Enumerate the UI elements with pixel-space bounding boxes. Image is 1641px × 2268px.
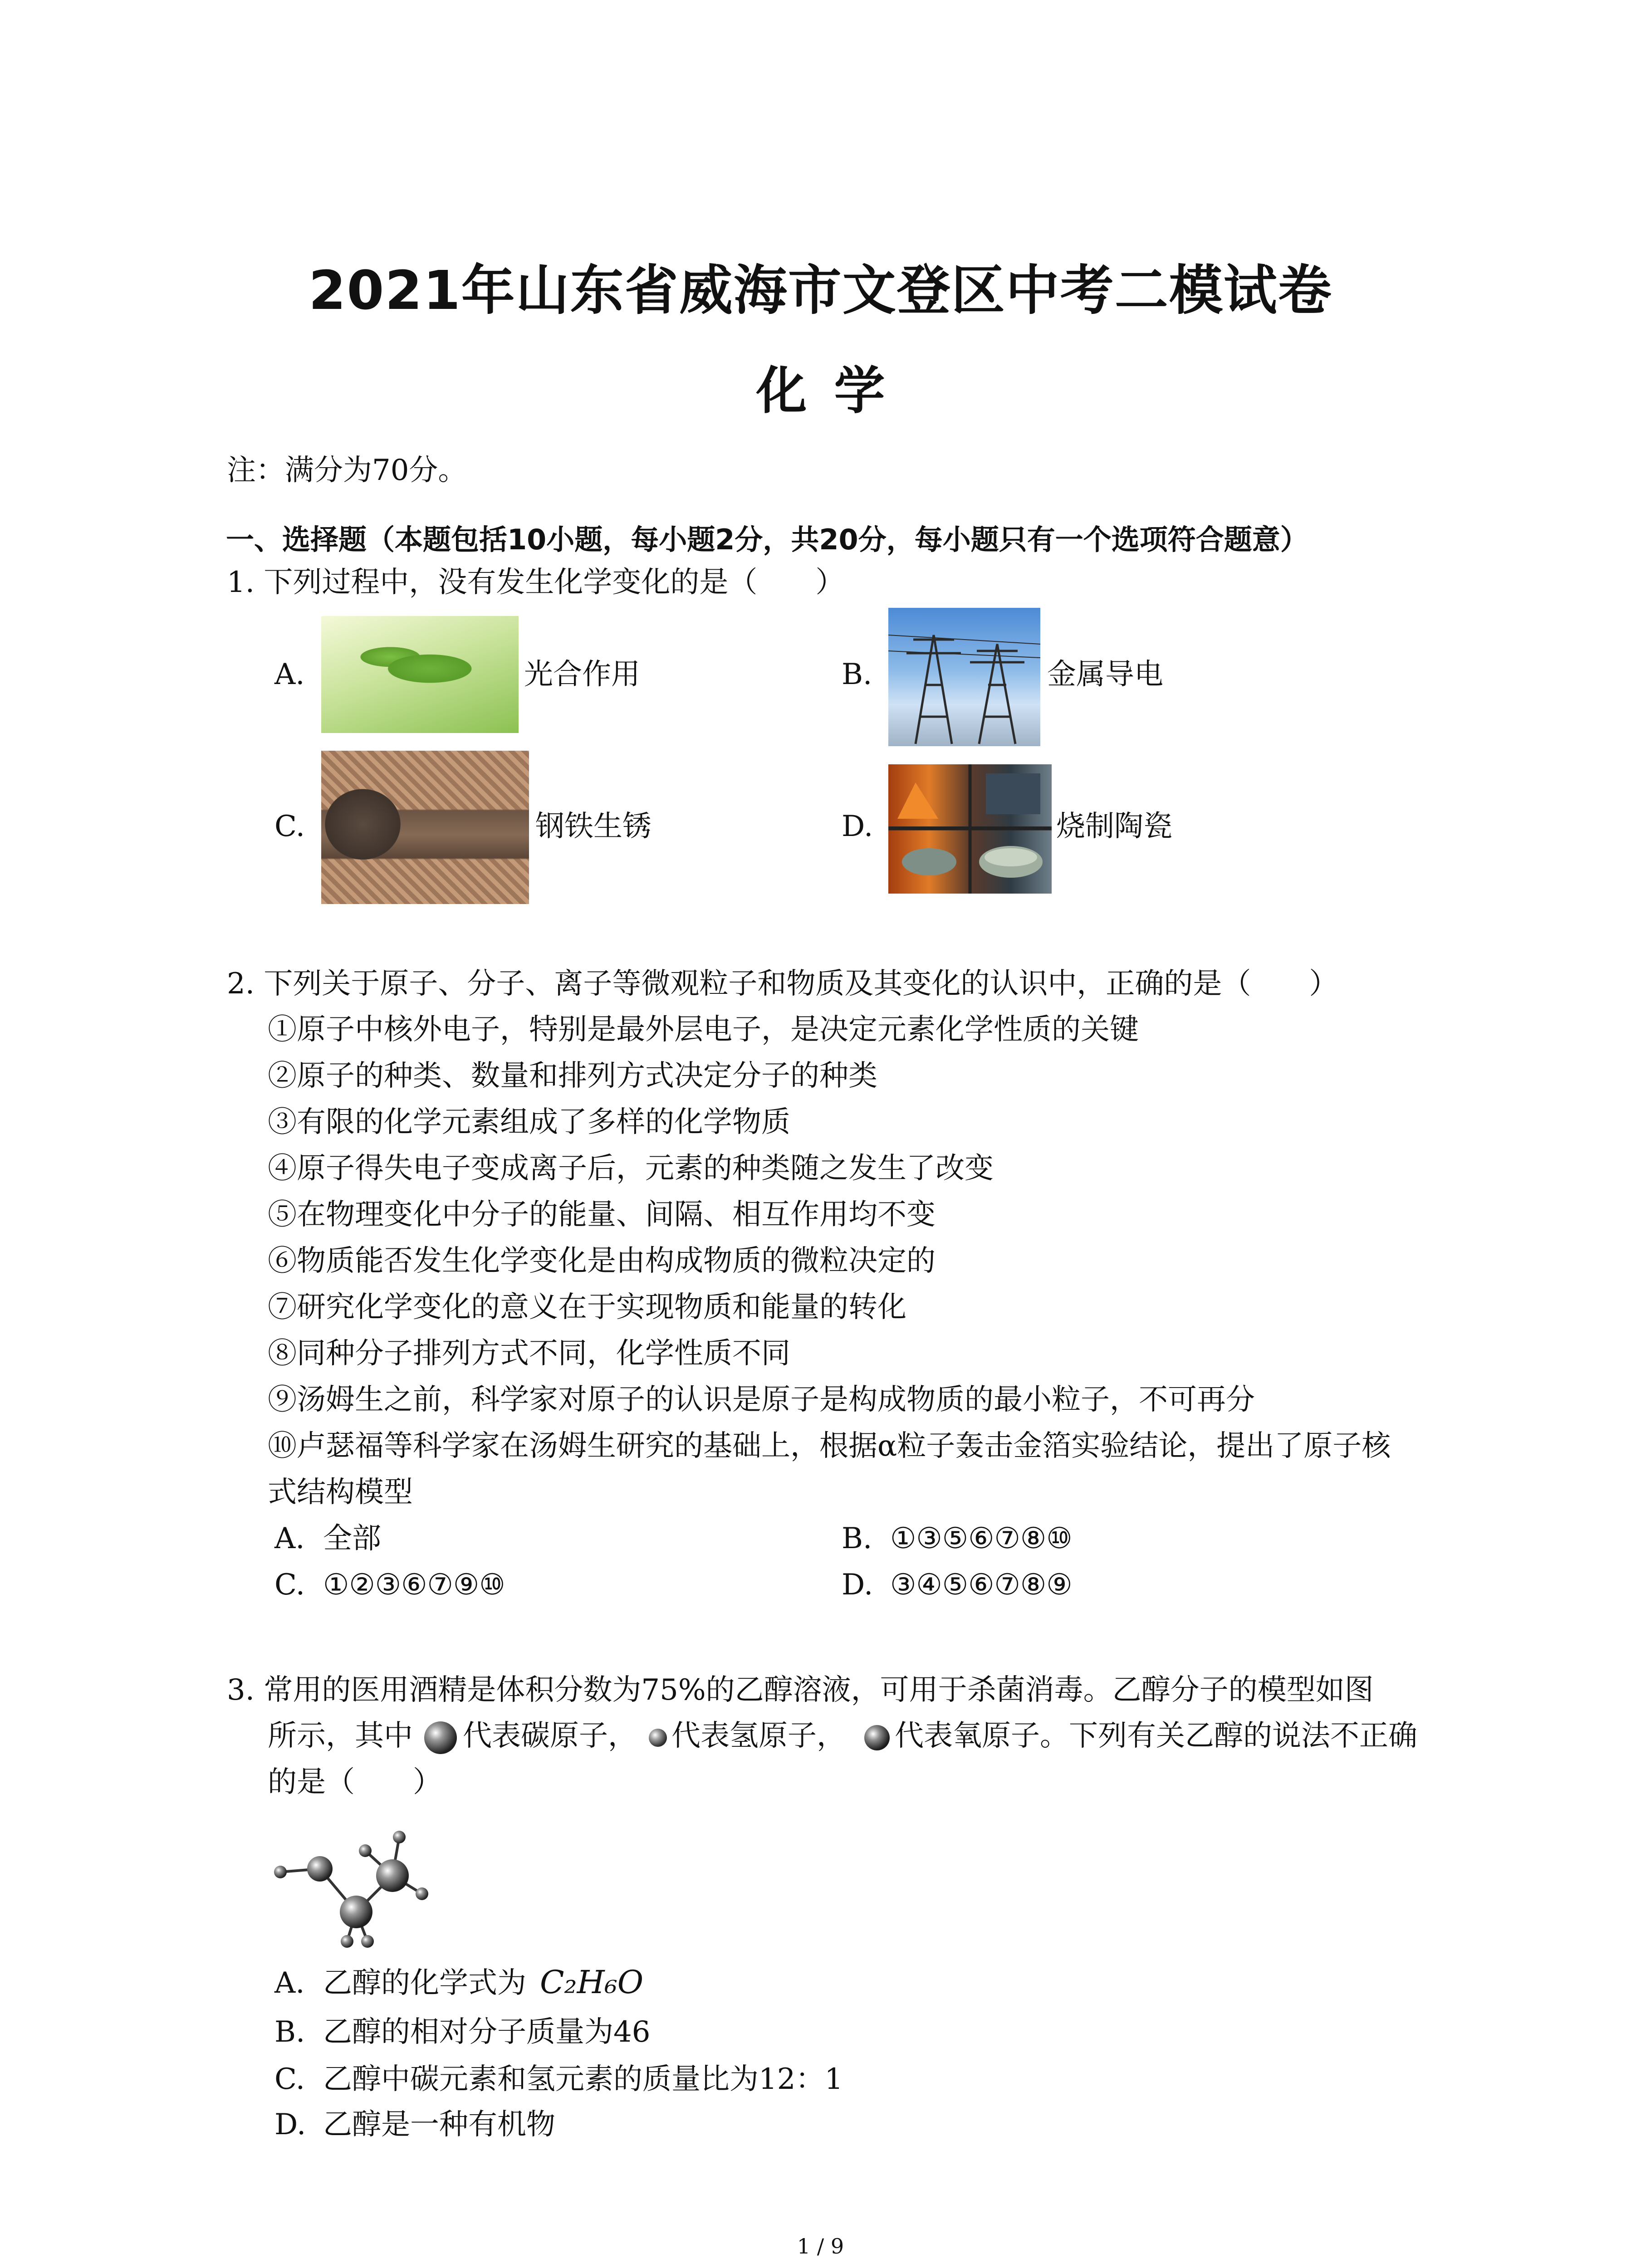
q2-option-c-text: ①②③⑥⑦⑨⑩ xyxy=(323,1568,505,1602)
ceramic-bowl-icon xyxy=(888,764,1052,894)
q2-item-10: ⑩卢瑟福等科学家在汤姆生研究的基础上，根据α粒子轰击金箔实验结论，提出了原子核 xyxy=(268,1429,1391,1463)
q3-line-2a: 所示，其中 xyxy=(268,1719,413,1753)
photosynthesis-image xyxy=(321,616,519,733)
q2-item-9: ⑨汤姆生之前，科学家对原子的认识是原子是构成物质的最小粒子，不可再分 xyxy=(268,1383,1255,1417)
q1-option-d-text: 烧制陶瓷 xyxy=(1056,810,1172,843)
score-note: 注：满分为70分。 xyxy=(227,454,467,487)
exam-subject: 化学 xyxy=(756,362,912,420)
q3-option-a-formula: C₂H₆O xyxy=(540,1964,644,2001)
hydrogen-atom-icon xyxy=(647,1726,669,1749)
carbon-atom-icon xyxy=(422,1719,459,1756)
q2-item-7: ⑦研究化学变化的意义在于实现物质和能量的转化 xyxy=(268,1290,906,1324)
q2-item-2: ②原子的种类、数量和排列方式决定分子的种类 xyxy=(268,1059,877,1093)
oxygen-atom-icon xyxy=(862,1723,892,1753)
q2-stem: 2. 下列关于原子、分子、离子等微观粒子和物质及其变化的认识中，正确的是（ ） xyxy=(227,967,1338,1001)
q3-line-2c: 代表氢原子， xyxy=(671,1719,846,1753)
q2-option-b-letter: B. xyxy=(842,1522,872,1555)
ethanol-molecule-model xyxy=(268,1803,440,1953)
q3-option-d-letter: D. xyxy=(274,2108,306,2141)
q1-option-d-letter: D. xyxy=(842,810,873,843)
q3-option-b-text: 乙醇的相对分子质量为46 xyxy=(323,2015,651,2049)
page-number: 1 / 9 xyxy=(797,2234,844,2258)
hydrogen-atom-icon xyxy=(274,1866,287,1878)
q1-option-b-text: 金属导电 xyxy=(1047,658,1163,691)
hydrogen-atom-icon xyxy=(359,1844,372,1857)
power-tower-icon xyxy=(888,608,1040,746)
exam-title: 2021年山东省威海市文登区中考二模试卷 xyxy=(309,259,1332,322)
q2-item-8: ⑧同种分子排列方式不同，化学性质不同 xyxy=(268,1337,790,1370)
q2-item-10-cont: 式结构模型 xyxy=(268,1476,413,1509)
q3-option-c-letter: C. xyxy=(274,2063,305,2096)
q1-option-a-text: 光合作用 xyxy=(524,658,640,691)
q2-item-1: ①原子中核外电子，特别是最外层电子，是决定元素化学性质的关键 xyxy=(268,1013,1139,1046)
ceramic-kiln-image xyxy=(888,764,1052,894)
q2-item-5: ⑤在物理变化中分子的能量、间隔、相互作用均不变 xyxy=(268,1198,936,1232)
q1-option-b-letter: B. xyxy=(842,658,872,691)
q3-line-2d: 代表氧原子。下列有关乙醇的说法不正确 xyxy=(895,1719,1417,1753)
oxygen-atom-icon xyxy=(307,1856,333,1882)
q3-option-c-text: 乙醇中碳元素和氢元素的质量比为12：1 xyxy=(323,2063,843,2096)
section-heading: 一、选择题（本题包括10小题，每小题2分，共20分，每小题只有一个选项符合题意） xyxy=(226,523,1308,556)
q1-stem: 1. 下列过程中，没有发生化学变化的是（ ） xyxy=(227,566,845,599)
q3-option-a-letter: A. xyxy=(274,1966,305,2000)
hydrogen-atom-icon xyxy=(341,1935,353,1948)
q2-option-d-text: ③④⑤⑥⑦⑧⑨ xyxy=(890,1568,1073,1602)
q3-option-d-text: 乙醇是一种有机物 xyxy=(323,2108,555,2141)
q3-option-b-letter: B. xyxy=(274,2015,305,2049)
q2-option-b-text: ①③⑤⑥⑦⑧⑩ xyxy=(890,1522,1073,1555)
q1-option-c-letter: C. xyxy=(274,810,305,843)
q2-option-d-letter: D. xyxy=(842,1568,873,1602)
q3-line-3: 的是（ ） xyxy=(268,1765,442,1799)
q3-option-a-text: 乙醇的化学式为 xyxy=(323,1966,526,2000)
carbon-atom-icon xyxy=(376,1859,409,1892)
hydrogen-atom-icon xyxy=(416,1887,428,1900)
q2-item-3: ③有限的化学元素组成了多样的化学物质 xyxy=(268,1105,790,1139)
q3-line-2b: 代表碳原子， xyxy=(463,1719,637,1753)
rusty-bolt-image xyxy=(321,751,529,904)
q1-option-a-letter: A. xyxy=(274,658,305,691)
q1-option-c-text: 钢铁生锈 xyxy=(535,810,652,843)
hydrogen-atom-icon xyxy=(361,1935,374,1948)
carbon-atom-icon xyxy=(340,1896,372,1928)
hydrogen-atom-icon xyxy=(393,1831,406,1843)
power-tower-image xyxy=(888,608,1040,746)
q2-item-6: ⑥物质能否发生化学变化是由构成物质的微粒决定的 xyxy=(268,1244,936,1278)
q2-item-4: ④原子得失电子变成离子后，元素的种类随之发生了改变 xyxy=(268,1152,994,1185)
q2-option-a-letter: A. xyxy=(274,1522,305,1555)
q2-option-a-text: 全部 xyxy=(323,1522,381,1555)
q2-option-c-letter: C. xyxy=(274,1568,305,1602)
q3-line-1: 3. 常用的医用酒精是体积分数为75%的乙醇溶液，可用于杀菌消毒。乙醇分子的模型如图 xyxy=(227,1673,1374,1707)
